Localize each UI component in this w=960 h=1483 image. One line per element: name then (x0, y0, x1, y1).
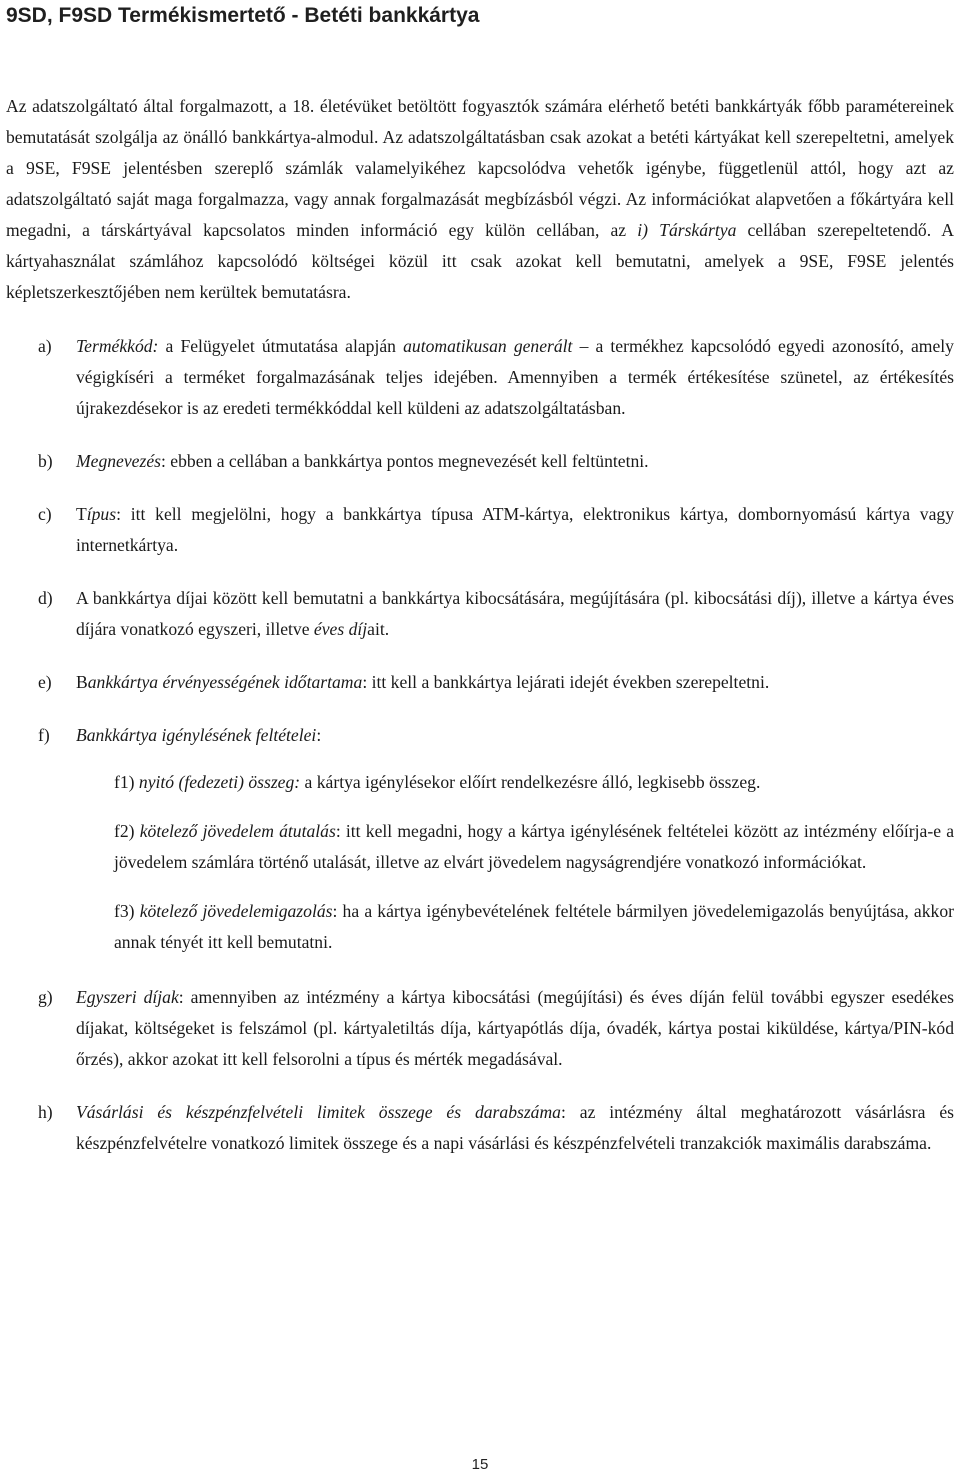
item-label: d) (38, 588, 53, 608)
document-body (6, 91, 954, 1181)
sub-item-term: kötelező jövedelemigazolás (139, 901, 333, 921)
item-text-rest: – a termékhez kapcsolódó egyedi azonosító, amely végigkíséri a terméket forgalmazásának teljes idejében. Amennyiben a termék értékesítése szünetel, az értékesítés újrakezdésekor is az eredeti termékkóddal kell küldeni az adatszolgáltatásban. (76, 336, 954, 418)
sub-item-f2 (114, 816, 954, 878)
list-item-h (6, 1097, 954, 1159)
sub-item-term: nyitó (fedezeti) összeg: (138, 772, 301, 792)
item-text: : ebben a cellában a bankkártya pontos megnevezését kell feltüntetni. (161, 451, 649, 471)
list-item-d (6, 583, 954, 645)
item-term: Egyszeri díjak (76, 987, 179, 1007)
item-term: Bankkártya igénylésének feltételei (76, 725, 317, 745)
item-text-lead: B (76, 672, 88, 692)
item-term: ípus (86, 504, 117, 524)
document-title: 9SD, F9SD Termékismertető - Betéti bankkártya (6, 4, 480, 27)
item-label: f) (38, 725, 50, 745)
list-item-a (6, 331, 954, 424)
sub-item-text: a kártya igénylésekor előírt rendelkezésre álló, legkisebb összeg. (300, 772, 761, 792)
item-text: : az intézmény által meghatározott vásárlásra és készpénzfelvételre vonatkozó limitek összege és a napi vásárlási és készpénzfelvételi tranzakciók maximális darabszáma. (76, 1102, 954, 1153)
item-label: h) (38, 1102, 53, 1122)
intro-text-end: cellában szerepeltetendő. A kártyahasználat számlához kapcsolódó költségei közül itt csak azokat kell bemutatni, amelyek a 9SE, F9SE jelentés képletszerkesztőjében nem kerültek bemutatásra. (6, 220, 954, 302)
list-item-f (6, 720, 954, 751)
item-text: : itt kell a bankkártya lejárati idejét években szerepeltetni. (362, 672, 770, 692)
item-label: b) (38, 451, 53, 471)
list-item-g (6, 982, 954, 1075)
intro-text: Az adatszolgáltató által forgalmazott, a 18. életévüket betöltött fogyasztók számára elérhető betéti bankkártyák főbb paramétereinek bemutatását szolgálja az önálló bankkártya-almodul. Az adatszolgáltatásban csak azokat a betéti kártyákat kell szerepeltetni, amelyek a 9SE, F9SE jelentésben szereplő számlák valamelyikéhez kapcsolódva vehetők igénybe, függetlenül attól, hogy azt az adatszolgáltató saját maga forgalmazza, vagy annak forgalmazását megbízásból végzi. Az információkat alapvetően a főkártyára kell megadni, a társkártyával kapcsolatos minden információ egy külön cellában, az (6, 96, 954, 240)
intro-italic: i) Társkártya (637, 220, 737, 240)
list-item-c (6, 499, 954, 561)
sub-item-label: f2) (114, 821, 140, 841)
item-term-2: automatikusan generált (403, 336, 573, 356)
item-term: ankkártya érvényességének időtartama (87, 672, 363, 692)
item-label: c) (38, 504, 52, 524)
list-item-e (6, 667, 954, 698)
item-term: Vásárlási és készpénzfelvételi limitek összege és darabszáma (76, 1102, 561, 1122)
list-item-b (6, 446, 954, 477)
page-number: 15 (471, 1456, 489, 1473)
item-label: g) (38, 987, 53, 1007)
item-text: A bankkártya díjai között kell bemutatni a bankkártya kibocsátására, megújítására (pl. kibocsátási díj), illetve a kártya éves díjára vonatkozó egyszeri, illetve (76, 588, 954, 639)
sub-item-f3 (114, 896, 954, 958)
sub-item-term: kötelező jövedelem átutalás (139, 821, 336, 841)
item-label: a) (38, 336, 52, 356)
sub-item-text: : itt kell megadni, hogy a kártya igénylésének feltételei között az intézmény előírja-e a jövedelem számlára történő utalását, illetve az elvárt jövedelem nagyságrendjére vonatkozó információkat. (114, 821, 955, 872)
intro-paragraph (6, 91, 954, 308)
sub-item-f1 (114, 767, 954, 798)
sub-item-label: f1) (114, 772, 139, 792)
item-term: éves díj (313, 619, 368, 639)
item-term: Termékkód: (76, 336, 159, 356)
item-text-lead: T (76, 504, 87, 524)
item-label: e) (38, 672, 52, 692)
sub-item-label: f3) (114, 901, 140, 921)
item-text: : itt kell megjelölni, hogy a bankkártya típusa ATM-kártya, elektronikus kártya, dombornyomású kártya vagy internetkártya. (76, 504, 954, 555)
item-text: : amennyiben az intézmény a kártya kibocsátási (megújítási) és éves díján felül további egyszer esedékes díjakat, költségeket is felszámol (pl. kártyaletiltás díja, kártyapótlás díja, óvadék, kártya postai kiküldése, kártya/PIN-kód őrzés), akkor azokat itt kell felsorolni a típus és mérték megadásával. (76, 987, 954, 1069)
sub-item-text: : ha a kártya igénybevételének feltétele bármilyen jövedelemigazolás benyújtása, akkor annak tényét itt kell bemutatni. (114, 901, 954, 952)
item-text: : (316, 725, 322, 745)
item-text: a Felügyelet útmutatása alapján (158, 336, 404, 356)
item-text-end: ait. (367, 619, 390, 639)
item-term: Megnevezés (76, 451, 161, 471)
